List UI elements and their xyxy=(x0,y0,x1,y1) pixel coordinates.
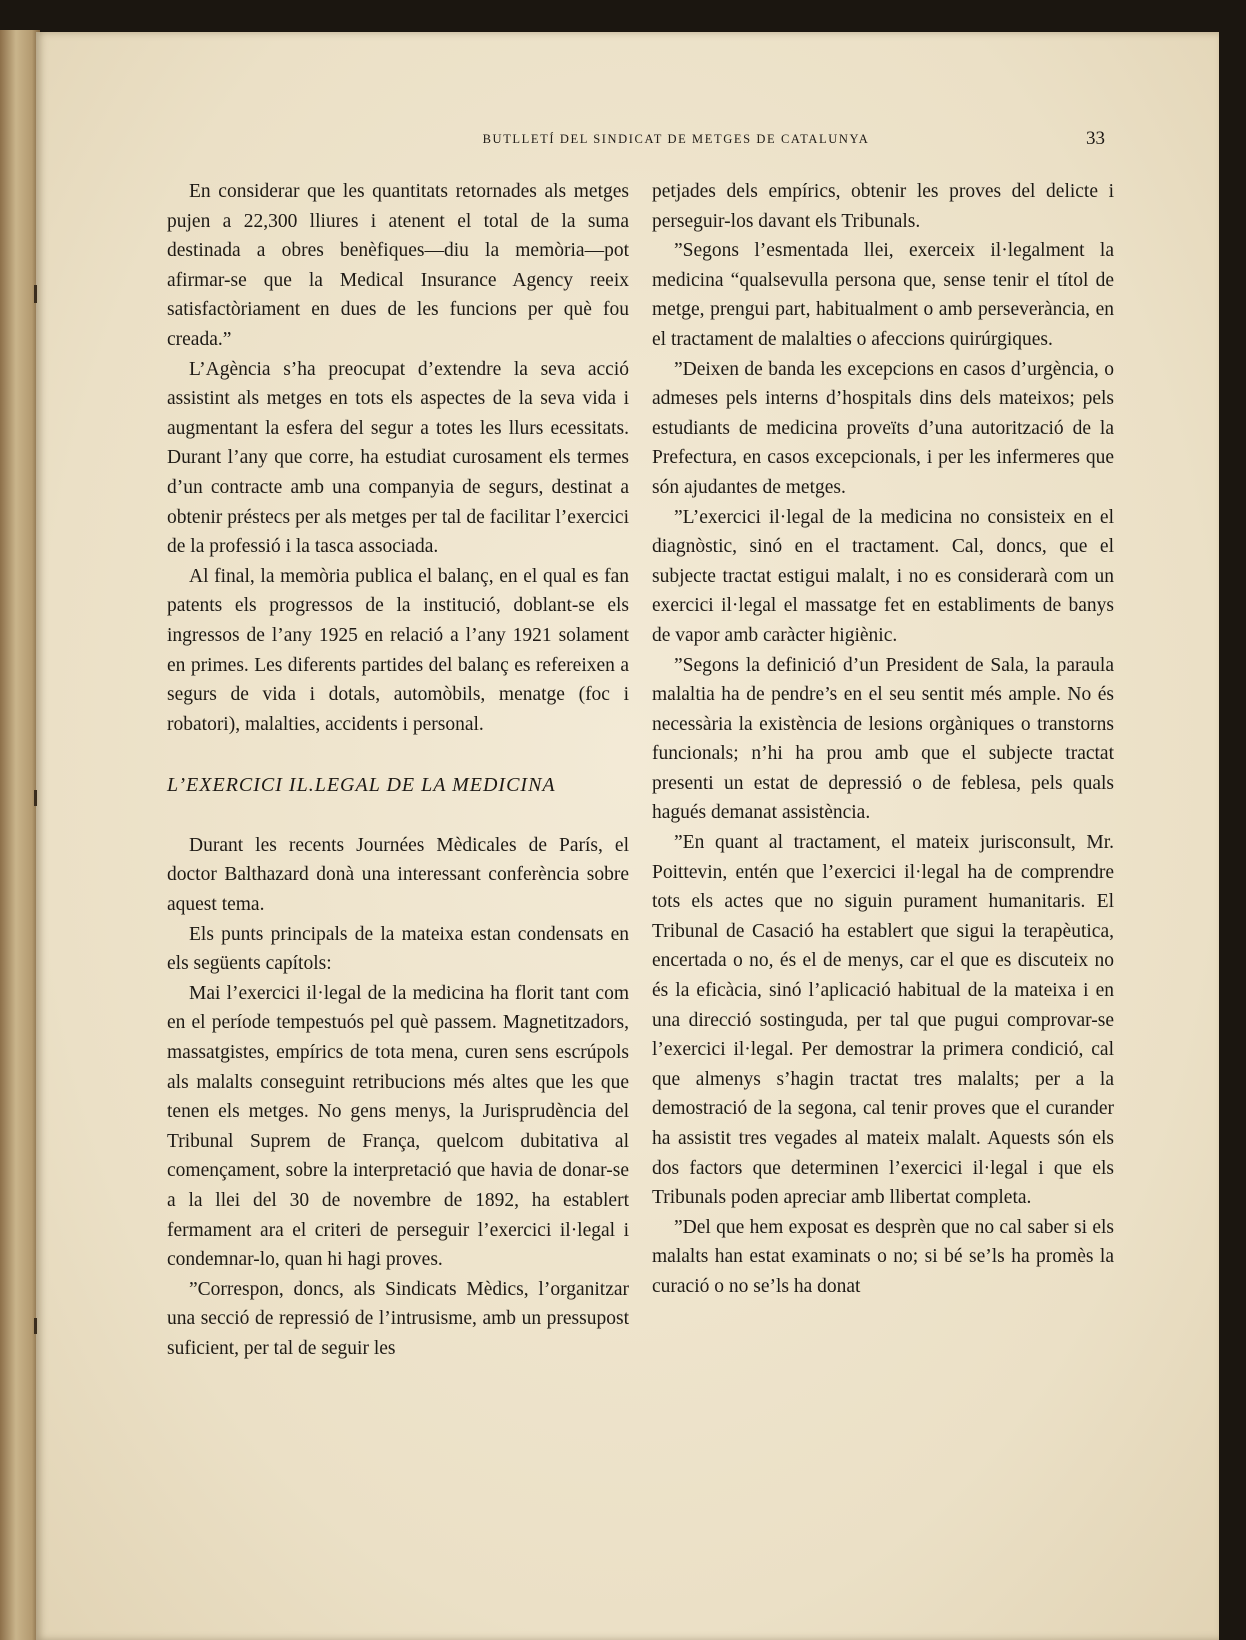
paragraph: ”En quant al tractament, el mateix jurisconsult, Mr. Poittevin, entén que l’exercici il·legal ha de comprendre tots els actes que no siguin purament humanitaris. El Tribunal de Casació ha establert que sigui la terapèutica, encertada o no, és el de menys, car el que es discuteix no és la eficàcia, sinó l’aplicació habitual de la mateixa i en una direcció sostinguda, per tal que pugui comprovar-se l’exercici il·legal. Per demostrar la primera condició, cal que almenys s’hagin tractat tres malalts; per a la demostració de la segona, cal tenir proves que el curander ha assistit tres vegades al mateix malalt. Aquests són els dos factors que determinen l’exercici il·legal i que els Tribunals poden apreciar amb llibertat completa. xyxy=(652,832,1114,1209)
book-page xyxy=(36,32,1219,1640)
paragraph: En considerar que les quantitats retornades als metges pujen a 22,300 lliures i atenent el total de la suma destinada a obres benèfiques—diu la memòria—pot afirmar-se que la Medical Insurance Agency reeix satisfactòriament en dues de les funcions per què fou creada.” xyxy=(167,181,629,350)
paragraph: petjades dels empírics, obtenir les proves del delicte i perseguir-los davant els Tribunals. xyxy=(652,181,1114,232)
paragraph: ”Segons l’esmentada llei, exerceix il·legalment la medicina “qualsevulla persona que, sense tenir el títol de metge, prengui part, habitualment o amb perseverància, en el tractament de malalties o afeccions quirúrgiques. xyxy=(652,240,1114,350)
paragraph: Durant les recents Journées Mèdicales de París, el doctor Balthazard donà una interessant conferència sobre aquest tema. xyxy=(167,834,629,916)
paragraph: Al final, la memòria publica el balanç, en el qual es fan patents els progressos de la institució, doblant-se els ingressos de l’any 1925 en relació a l’any 1921 solament en primes. Les diferents partides del balanç es refereixen a segurs de vida i dotals, automòbils, menatge (foc i robatori), malalties, accidents i personal. xyxy=(167,565,629,735)
paragraph: ”L’exercici il·legal de la medicina no consisteix en el diagnòstic, sinó en el tractament. Cal, doncs, que el subjecte tractat estigui malalt, i no es considerarà com un exercici il·legal el massatge fet en establiments de banys de vapor amb caràcter higiènic. xyxy=(652,506,1114,646)
right-column xyxy=(652,177,1114,1302)
adjacent-page-edge xyxy=(0,30,40,1640)
margin-mark xyxy=(34,790,37,806)
paragraph: Els punts principals de la mateixa estan condensats en els següents capítols: xyxy=(167,923,629,975)
paragraph: ”Deixen de banda les excepcions en casos d’urgència, o admeses pels interns d’hospitals dins dels mateixos; pels estudiants de medicina proveïts d’una autorització de la Prefectura, en casos excepcionals, i per les infermeres que són ajudantes de metges. xyxy=(652,358,1114,498)
running-header: BUTLLETÍ DEL SINDICAT DE METGES DE CATALUNYA xyxy=(482,132,870,146)
paragraph: Mai l’exercici il·legal de la medicina ha florit tant com en el període tempestuós pel què passem. Magnetitzadors, massatgistes, empírics de tota mena, curen sens escrúpols als malalts conseguint retribucions més altes que les que tenen els metges. No gens menys, la Jurisprudència del Tribunal Suprem de França, quelcom dubitativa al començament, sobre la interpretació que havia de donar-se a la llei del 30 de novembre de 1892, ha establert fermament ara el criteri de perseguir l’exercici il·legal i condemnar-lo, quan hi hagi proves. xyxy=(167,982,629,1271)
left-column xyxy=(167,177,629,1364)
paragraph: ”Correspon, doncs, als Sindicats Mèdics, l’organitzar una secció de repressió de l’intrusisme, amb un pressupost suficient, per tal de seguir les xyxy=(167,1278,629,1359)
margin-mark xyxy=(34,1318,37,1334)
margin-mark xyxy=(34,285,37,303)
section-heading: L’EXERCICI IL.LEGAL DE LA MEDICINA xyxy=(167,774,556,797)
paragraph: ”Segons la definició d’un President de Sala, la paraula malaltia ha de pendre’s en el seu sentit més ample. No és necessària la existència de lesions orgàniques o transtorns funcionals; n’hi ha prou amb que el subjecte tractat presenti un estat de depressió o de feblesa, pels quals hagués demanat assistència. xyxy=(652,654,1114,824)
page-number: 33 xyxy=(1086,128,1105,149)
paragraph: ”Del que hem exposat es desprèn que no cal saber si els malalts han estat examinats o no; si bé se’ls ha promès la curació o no se’ls ha donat xyxy=(652,1216,1114,1297)
paragraph: L’Agència s’ha preocupat d’extendre la seva acció assistint als metges en tots els aspectes de la seva vida i augmentant la esfera del segur a totes les llurs ecessitats. Durant l’any que corre, ha estudiat curosament els termes d’un contracte amb una companyia de segurs, destinat a obtenir préstecs per als metges per tal de facilitar l’exercici de la professió i la tasca associada. xyxy=(167,358,629,558)
